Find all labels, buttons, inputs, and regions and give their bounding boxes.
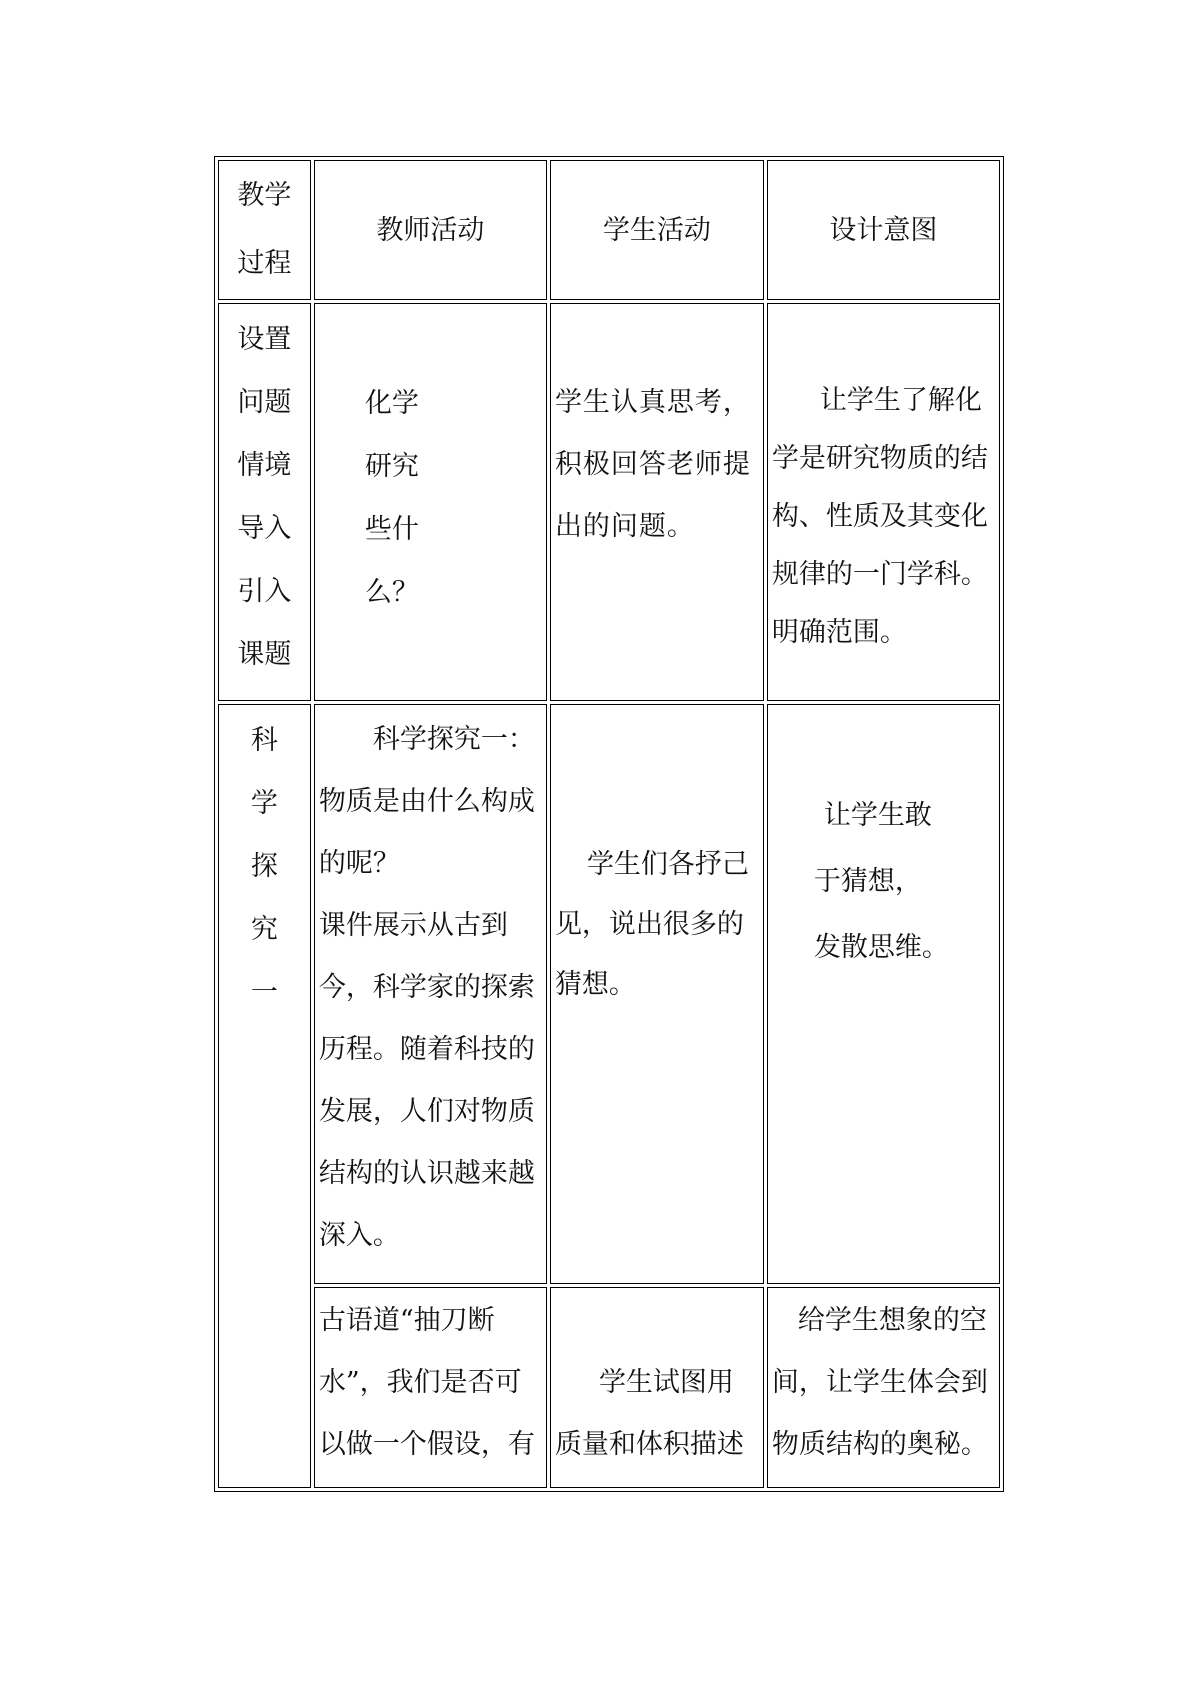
intent-line: 间，让学生体会到: [771, 1367, 988, 1399]
process-line: 引入: [237, 576, 292, 608]
process-line: 课题: [237, 639, 292, 671]
student-line: 积极回答老师提: [554, 449, 751, 481]
process-line: 导入: [237, 513, 292, 545]
table-row: [218, 1287, 1000, 1488]
process-line: 学: [250, 787, 278, 819]
student-line: 学生认真思考，: [554, 387, 751, 419]
row2-intent: [767, 704, 1000, 1284]
teacher-line: 结构的认识越来越: [318, 1157, 535, 1189]
teacher-line: 物质是由什么构成: [318, 785, 535, 817]
teacher-line: 的呢？: [318, 847, 400, 879]
row1-teacher: [314, 303, 547, 701]
teacher-line: 发展，人们对物质: [318, 1095, 535, 1127]
header-teacher: 教师活动: [314, 160, 547, 300]
teacher-line: 古语道“抽刀断: [318, 1305, 495, 1337]
process-line: 一: [250, 976, 278, 1008]
process-line: 究: [250, 913, 278, 945]
process-line: 设置: [237, 324, 292, 356]
row2-teacher: [314, 704, 547, 1284]
intent-line: 于猜想，: [813, 865, 922, 897]
header-process-line: 过程: [237, 248, 292, 279]
intent-line: 让学生了解化: [819, 385, 982, 417]
row1-process: [218, 303, 311, 701]
intent-line: 学是研究物质的结: [771, 443, 988, 475]
teacher-line: 历程。随着科技的: [318, 1033, 535, 1065]
intent-line: 构、性质及其变化: [771, 501, 988, 533]
intent-line: 物质结构的奥秘。: [771, 1429, 988, 1461]
row2-student: [550, 704, 764, 1284]
student-line: 学生们各抒己: [586, 848, 749, 880]
intent-line: 给学生想象的空: [797, 1305, 987, 1337]
teacher-line: 研究: [364, 451, 419, 483]
header-intent: 设计意图: [767, 160, 1000, 300]
teacher-line: 化学: [364, 388, 419, 420]
row3-student: [550, 1287, 764, 1488]
student-line: 出的问题。: [554, 511, 695, 543]
row3-teacher: [314, 1287, 547, 1488]
student-line: 质量和体积描述: [554, 1429, 744, 1461]
teacher-line: 水”，我们是否可: [318, 1367, 522, 1399]
intent-line: 明确范围。: [771, 617, 907, 649]
teacher-line: 课件展示从古到: [318, 909, 508, 941]
intent-line: 发散思维。: [813, 931, 949, 963]
row1-student: [550, 303, 764, 701]
teacher-line: 些什: [364, 514, 419, 546]
process-line: 问题: [237, 387, 292, 419]
table-row: [218, 704, 1000, 1284]
row2-process: [218, 704, 311, 1488]
student-line: 见，说出很多的: [554, 908, 744, 940]
teacher-line: 深入。: [318, 1219, 400, 1251]
lesson-plan-table: [214, 156, 1004, 1492]
process-line: 情境: [237, 450, 292, 482]
row3-intent: [767, 1287, 1000, 1488]
row1-intent: [767, 303, 1000, 701]
teacher-line: 今，科学家的探索: [318, 971, 535, 1003]
teacher-line: 么？: [364, 577, 419, 609]
intent-line: 规律的一门学科。: [771, 559, 988, 591]
table-row: [218, 303, 1000, 701]
process-line: 科: [250, 724, 278, 756]
header-student: 学生活动: [550, 160, 764, 300]
table: [214, 156, 1004, 1492]
header-process-line: 教学: [237, 180, 292, 211]
student-line: 学生试图用: [598, 1367, 734, 1399]
teacher-line: 科学探究一：: [372, 723, 535, 755]
process-line: 探: [250, 850, 278, 882]
intent-line: 让学生敢: [823, 799, 932, 831]
teacher-line: 以做一个假设，有: [318, 1429, 535, 1461]
student-line: 猜想。: [554, 968, 636, 1000]
table-header-row: [218, 160, 1000, 300]
header-process: [218, 160, 311, 300]
